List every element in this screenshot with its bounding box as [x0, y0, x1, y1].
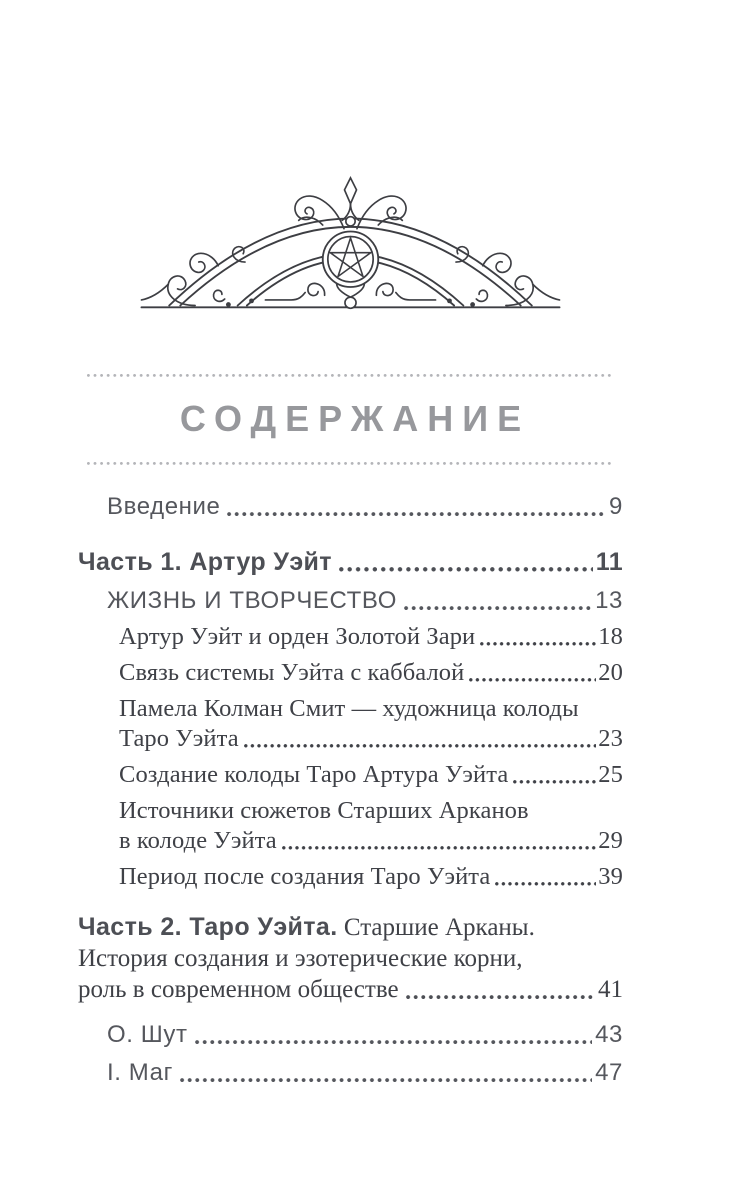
ornament-container [78, 0, 623, 324]
contents-title: СОДЕРЖАНИЕ [179, 398, 531, 439]
toc-entry-page: 39 [598, 863, 623, 890]
toc-entry-label: ЖИЗНЬ И ТВОРЧЕСТВО [107, 587, 397, 614]
toc-list [78, 492, 623, 1088]
right-scroll [470, 253, 559, 307]
dot-leader [227, 498, 606, 522]
toc-entry-label: I. Маг [107, 1059, 173, 1086]
toc-entry-label: Таро Уэйта [119, 725, 239, 752]
dot-leader [180, 1064, 592, 1088]
contents-block [78, 0, 623, 1088]
toc-entry-page: 25 [598, 761, 623, 788]
toc-entry-label: в колоде Уэйта [119, 827, 277, 854]
toc-entry-line: История создания и эзотерические корни, [78, 945, 523, 972]
toc-entry-page: 18 [598, 623, 623, 650]
toc-entry-page: 13 [595, 587, 623, 614]
toc-entry-page: 20 [598, 659, 623, 686]
toc-entry-label: Связь системы Уэйта с каббалой [119, 659, 465, 686]
dot-leader [282, 832, 597, 856]
toc-entry-line: Источники сюжетов Старших Арканов [119, 797, 529, 824]
toc-entry [78, 1020, 623, 1050]
toc-entry [78, 547, 623, 577]
toc-entry [78, 796, 623, 856]
dotted-rule-top [87, 374, 614, 377]
toc-entry [78, 622, 623, 652]
dot-leader [404, 592, 592, 616]
dot-leader [495, 868, 596, 892]
toc-entry-page: 41 [598, 976, 623, 1003]
toc-entry-label: О. Шут [107, 1021, 188, 1048]
toc-entry [78, 1058, 623, 1088]
toc-entry-page: 29 [598, 827, 623, 854]
toc-entry-part-label: Часть 2. Таро Уэйта. [78, 913, 338, 941]
pentagram-arch-ornament [128, 176, 573, 324]
left-scroll [141, 253, 230, 307]
toc-entry-label: Часть 1. Артур Уэйт [78, 548, 332, 576]
toc-entry-label: роль в современном обществе [78, 976, 399, 1003]
toc-entry-page: 43 [595, 1021, 623, 1048]
toc-entry-subtitle: Старшие Арканы. [343, 914, 535, 941]
toc-entry-label: Создание колоды Таро Артура Уэйта [119, 761, 509, 788]
toc-entry [78, 658, 623, 688]
toc-entry [78, 760, 623, 790]
pentagram-icon [323, 232, 379, 288]
toc-entry-label: Введение [107, 493, 221, 520]
toc-entry [78, 492, 623, 522]
dot-leader [244, 730, 597, 754]
toc-entry [78, 694, 623, 754]
dot-leader [469, 664, 596, 688]
dot-leader [195, 1026, 593, 1050]
toc-entry [78, 586, 623, 616]
dot-leader [480, 628, 596, 652]
toc-entry-label: Артур Уэйт и орден Золотой Зари [119, 623, 476, 650]
dot-leader [513, 766, 596, 790]
toc-entry [78, 912, 623, 1005]
toc-entry-line: Памела Колман Смит — художница колоды [119, 695, 579, 722]
toc-entry-label: Период после создания Таро Уэйта [119, 863, 491, 890]
toc-entry-page: 47 [595, 1059, 623, 1086]
toc-entry-page: 9 [609, 493, 623, 520]
dot-leader [406, 981, 595, 1005]
toc-entry-page: 11 [595, 548, 623, 576]
dotted-rule-bottom [87, 462, 614, 465]
toc-entry-page: 23 [598, 725, 623, 752]
toc-entry [78, 862, 623, 892]
dot-leader [339, 553, 593, 577]
